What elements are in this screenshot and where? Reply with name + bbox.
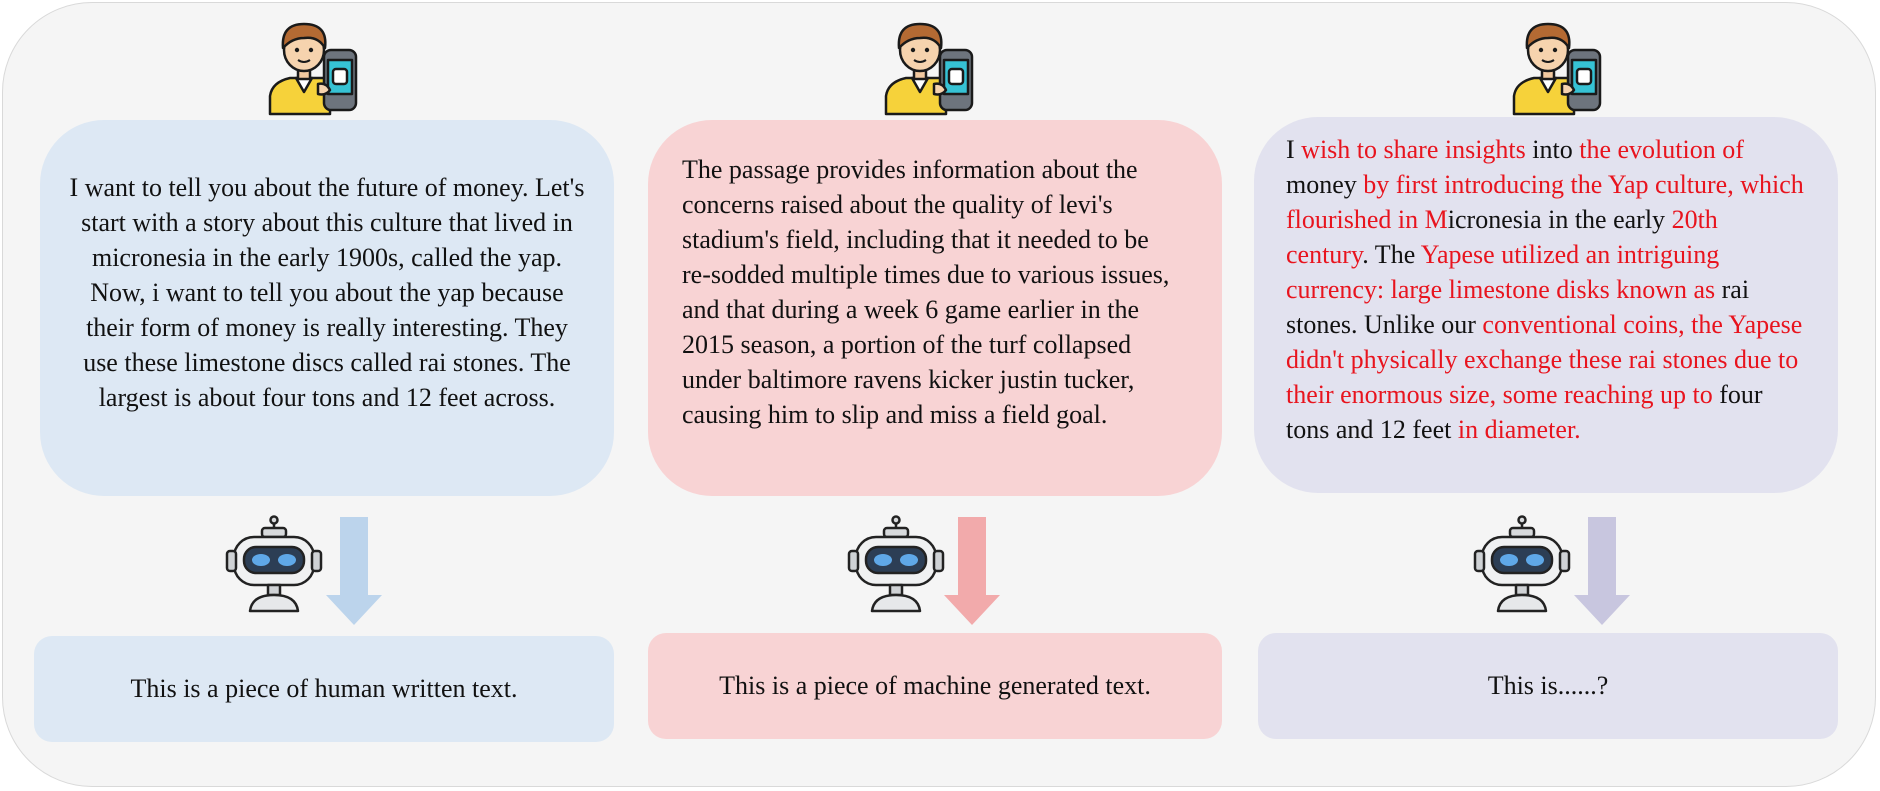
plain-segment: money: [1286, 170, 1364, 199]
robot-icon: [846, 515, 946, 615]
unknown-result-box: [1258, 633, 1838, 739]
plain-segment: I: [1286, 135, 1302, 164]
unknown-passage: [1286, 132, 1804, 447]
down-arrow-icon: [326, 517, 382, 625]
highlighted-segment: wish to share insights: [1301, 135, 1526, 164]
machine-text-bubble: [648, 120, 1222, 496]
person-with-phone-icon: [882, 18, 978, 116]
highlighted-segment: conventional coins, the Yapese didn't physically exchange these rai stones due to their enormous size, some reaching up to: [1286, 310, 1803, 409]
machine-passage: The passage provides information about the concerns raised about the quality of levi's stadium's field, including that it needed to be re-sodded multiple times due to various issues, and that during a week 6 game earlier in the 2015 season, a portion of the turf collapsed under baltimore ravens kicker justin tucker, causing him to slip and miss a field goal.: [682, 155, 1170, 429]
plain-segment: four tons and 12 feet: [1286, 380, 1763, 444]
human-result-label: This is a piece of human written text.: [130, 674, 518, 703]
down-arrow-icon: [1574, 517, 1630, 625]
down-arrow-icon: [944, 517, 1000, 625]
plain-segment: into: [1525, 135, 1580, 164]
unknown-result-label: This is......?: [1487, 671, 1609, 700]
highlighted-segment: the evolution of: [1579, 135, 1744, 164]
highlighted-segment: Yapese utilized an intriguing currency: large limestone disks known as: [1286, 240, 1720, 304]
human-passage: I want to tell you about the future of money. Let's start with a story about this culture that lived in micronesia in the early 1900s, called the yap. Now, i want to tell you about the yap because their form of money is really interesting. They use these limestone discs called rai stones. The largest is about four tons and 12 feet across.: [69, 173, 585, 412]
human-text-bubble: [40, 120, 614, 496]
machine-result-label: This is a piece of machine generated text.: [719, 671, 1151, 700]
machine-result-box: [648, 633, 1222, 739]
highlighted-segment: 20th century: [1286, 205, 1718, 269]
highlighted-segment: in diameter.: [1457, 415, 1581, 444]
person-with-phone-icon: [266, 18, 362, 116]
person-with-phone-icon: [1510, 18, 1606, 116]
plain-segment: rai stones. Unlike our: [1286, 275, 1750, 339]
plain-segment: icronesia in the early: [1447, 205, 1672, 234]
robot-icon: [224, 515, 324, 615]
plain-segment: . The: [1362, 240, 1421, 269]
human-result-box: [34, 636, 614, 742]
unknown-text-bubble: [1254, 117, 1838, 493]
robot-icon: [1472, 515, 1572, 615]
highlighted-segment: by first introducing the Yap culture, which flourished in M: [1286, 170, 1804, 234]
